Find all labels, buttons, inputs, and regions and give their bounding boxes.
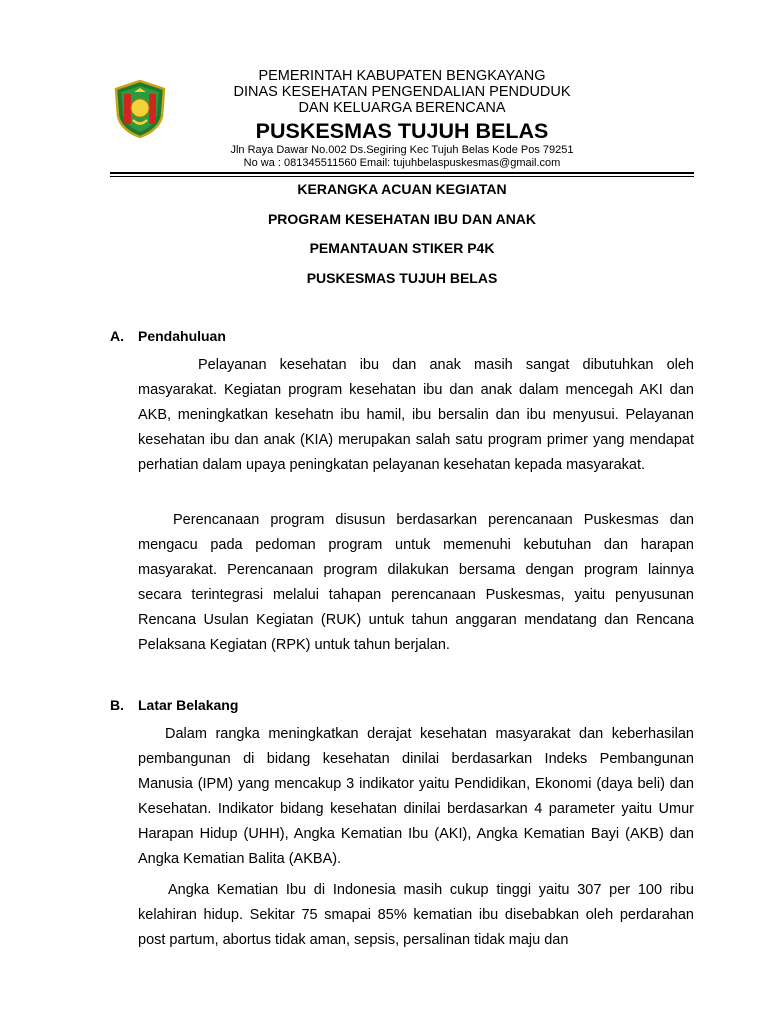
section-letter: B.: [110, 697, 124, 713]
letterhead-address: Jln Raya Dawar No.002 Ds.Segiring Kec Tujuh Belas Kode Pos 79251: [230, 144, 574, 156]
letterhead-department: DINAS KESEHATAN PENGENDALIAN PENDUDUK: [233, 84, 571, 100]
document-title: KERANGKA ACUAN KEGIATAN: [297, 181, 507, 197]
letterhead-contact: No wa : 081345511560 Email: tujuhbelaspuskesmas@gmail.com: [243, 157, 561, 169]
section-heading-b: [110, 697, 238, 713]
document-title-block: [110, 181, 694, 299]
section-letter: A.: [110, 328, 124, 344]
letterhead-divider-thin: [110, 176, 694, 177]
letterhead-institution-name: PUSKESMAS TUJUH BELAS: [255, 119, 549, 143]
section-title: Pendahuluan: [138, 328, 226, 344]
paragraph-latar-belakang-2: Angka Kematian Ibu di Indonesia masih cukup tinggi yaitu 307 per 100 ribu kelahiran hidup. Sekitar 75 smapai 85% kematian ibu disebabkan oleh perdarahan post partum, abortus tidak aman, sepsis, persalinan tidak maju dan: [138, 882, 694, 948]
document-institution: PUSKESMAS TUJUH BELAS: [306, 269, 498, 286]
letterhead-government: PEMERINTAH KABUPATEN BENGKAYANG: [258, 68, 546, 84]
section-title: Latar Belakang: [138, 697, 239, 713]
document-program: PROGRAM KESEHATAN IBU DAN ANAK: [267, 210, 537, 227]
section-heading-a: [110, 328, 226, 344]
paragraph-pendahuluan-1: Pelayanan kesehatan ibu dan anak masih sangat dibutuhkan oleh masyarakat. Kegiatan program kesehatan ibu dan anak dalam mencegah AKI dan AKB, meningkatkan kesehatn ibu hamil, ibu bersalin dan ibu menyusui. Pelayanan kesehatan ibu dan anak (KIA) merupakan salah satu program primer yang mendapat perhatian dalam upaya peningkatan pelayanan kesehatan kepada masyarakat.: [138, 357, 694, 473]
paragraph-latar-belakang-1: Dalam rangka meningkatkan derajat kesehatan masyarakat dan keberhasilan pembangunan di bidang kesehatan dinilai berdasarkan Indeks Pembangunan Manusia (IPM) yang mencakup 3 indikator yaitu Pendidikan, Ekonomi (daya beli) dan Kesehatan. Indikator bidang kesehatan dinilai berdasarkan 4 parameter yaitu Umur Harapan Hidup (UHH), Angka Kematian Ibu (AKI), Angka Kematian Bayi (AKB) dan Angka Kematian Balita (AKBA).: [138, 726, 694, 867]
letterhead-department-cont: DAN KELUARGA BERENCANA: [298, 100, 506, 116]
document-activity: PEMANTAUAN STIKER P4K: [309, 240, 495, 256]
paragraph-pendahuluan-2: Perencanaan program disusun berdasarkan perencanaan Puskesmas dan mengacu pada pedoman program untuk memenuhi kebutuhan dan harapan masyarakat. Perencanaan program dilakukan bersama dengan program lainnya secara terintegrasi melalui tahapan perencanaan Puskesmas, yaitu penyusunan Rencana Usulan Kegiatan (RUK) untuk tahun anggaran mendatang dan Rencana Pelaksana Kegiatan (RPK) untuk tahun berjalan.: [138, 512, 694, 653]
letterhead: [190, 68, 614, 170]
letterhead-divider-thick: [110, 172, 694, 174]
regency-coat-of-arms-icon: [114, 80, 166, 138]
